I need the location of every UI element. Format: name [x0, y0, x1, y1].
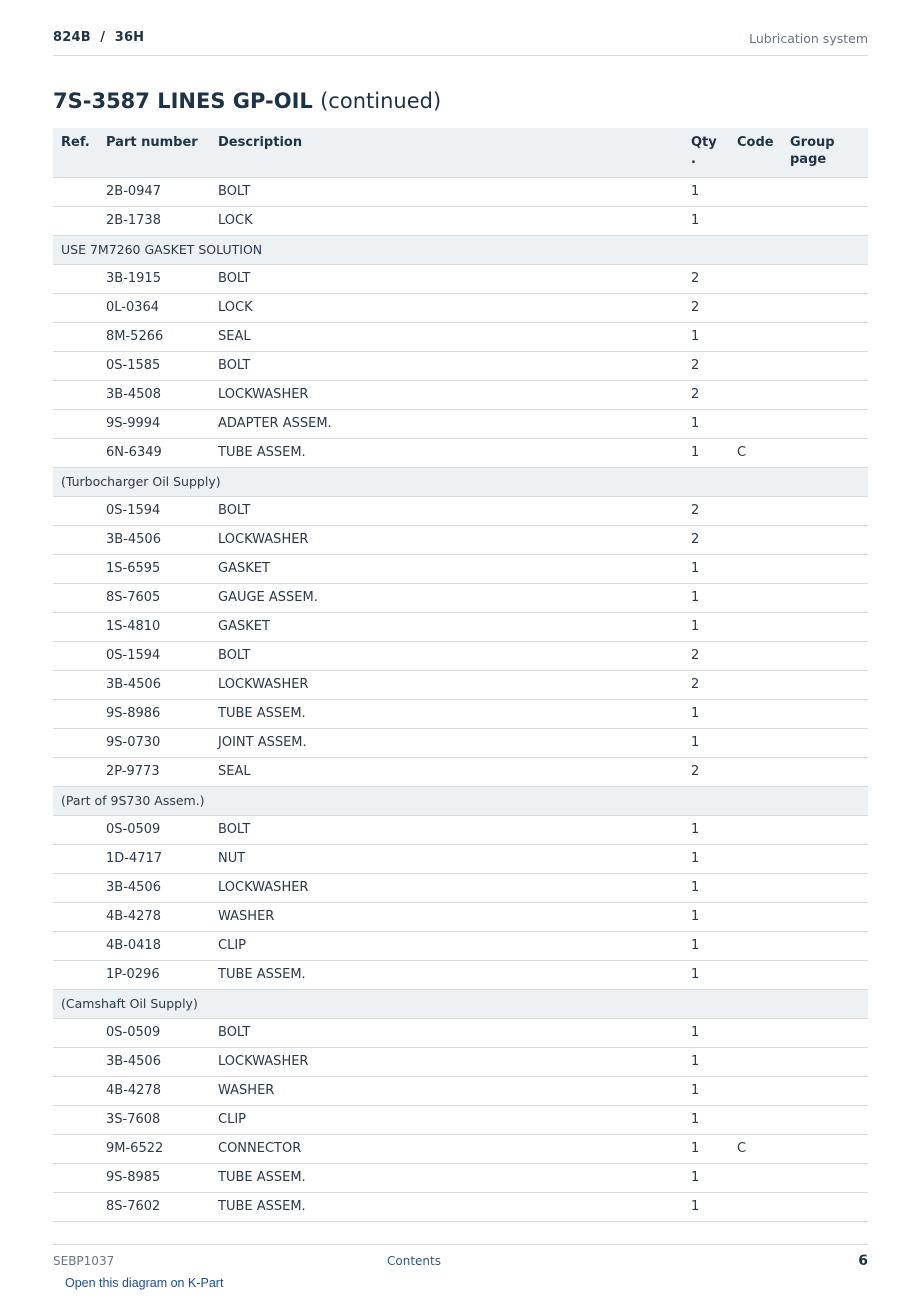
part-number-cell: 8S-7605 [106, 583, 218, 612]
part-number-cell: 4B-4278 [106, 902, 218, 931]
table-row [53, 496, 868, 525]
table-row [53, 902, 868, 931]
qty-cell: 2 [691, 670, 737, 699]
title-suffix: (continued) [320, 89, 442, 113]
qty-cell: 1 [691, 728, 737, 757]
ref-cell [53, 844, 106, 873]
table-row [53, 438, 868, 467]
ref-cell [53, 931, 106, 960]
code-cell: C [737, 438, 790, 467]
description-cell: CONNECTOR [218, 1134, 691, 1163]
group-page-cell [790, 1047, 868, 1076]
table-row [53, 960, 868, 989]
group-page-cell [790, 844, 868, 873]
group-page-cell [790, 1163, 868, 1192]
description-cell: LOCKWASHER [218, 873, 691, 902]
code-cell [737, 612, 790, 641]
part-number-cell: 3B-4506 [106, 1047, 218, 1076]
table-row [53, 699, 868, 728]
code-cell [737, 583, 790, 612]
ref-cell [53, 206, 106, 235]
qty-cell: 1 [691, 612, 737, 641]
description-cell: TUBE ASSEM. [218, 1163, 691, 1192]
part-number-cell: 1S-4810 [106, 612, 218, 641]
table-row [53, 1192, 868, 1221]
ref-cell [53, 554, 106, 583]
group-page-cell [790, 206, 868, 235]
group-page-cell [790, 177, 868, 206]
description-cell: CLIP [218, 1105, 691, 1134]
table-row [53, 380, 868, 409]
table-row [53, 206, 868, 235]
qty-cell: 1 [691, 177, 737, 206]
qty-cell: 1 [691, 873, 737, 902]
group-title: 7S-3587 LINES GP-OIL [53, 89, 313, 113]
table-row [53, 583, 868, 612]
ref-cell [53, 438, 106, 467]
table-row [53, 1018, 868, 1047]
code-cell [737, 380, 790, 409]
group-page-cell [790, 409, 868, 438]
column-header-qty: Qty . [691, 128, 737, 177]
ref-cell [53, 902, 106, 931]
note-text: USE 7M7260 GASKET SOLUTION [53, 235, 868, 264]
part-number-cell: 3B-4506 [106, 873, 218, 902]
description-cell: GASKET [218, 554, 691, 583]
qty-cell: 1 [691, 206, 737, 235]
page-footer [53, 1244, 868, 1274]
group-page-cell [790, 264, 868, 293]
table-row [53, 1076, 868, 1105]
table-note-row [53, 235, 868, 264]
qty-cell: 1 [691, 960, 737, 989]
kpart-diagram-link[interactable]: Open this diagram on K-Part [65, 1276, 224, 1290]
ref-cell [53, 1134, 106, 1163]
description-cell: BOLT [218, 1018, 691, 1047]
document-id: SEBP1037 [53, 1254, 115, 1268]
group-page-cell [790, 1105, 868, 1134]
parts-table-body [53, 177, 868, 1221]
group-page-cell [790, 960, 868, 989]
ref-cell [53, 177, 106, 206]
code-cell [737, 264, 790, 293]
group-page-cell [790, 525, 868, 554]
contents-link[interactable]: Contents [387, 1254, 441, 1268]
ref-cell [53, 1018, 106, 1047]
part-number-cell: 0L-0364 [106, 293, 218, 322]
description-cell: BOLT [218, 264, 691, 293]
group-page-cell [790, 815, 868, 844]
description-cell: NUT [218, 844, 691, 873]
ref-cell [53, 264, 106, 293]
table-note-row [53, 786, 868, 815]
ref-cell [53, 525, 106, 554]
qty-cell: 1 [691, 438, 737, 467]
part-number-cell: 9S-9994 [106, 409, 218, 438]
description-cell: BOLT [218, 815, 691, 844]
description-cell: BOLT [218, 496, 691, 525]
table-row [53, 264, 868, 293]
description-cell: JOINT ASSEM. [218, 728, 691, 757]
code-cell [737, 554, 790, 583]
qty-cell: 1 [691, 322, 737, 351]
code-cell [737, 960, 790, 989]
code-cell: C [737, 1134, 790, 1163]
table-row [53, 757, 868, 786]
table-row [53, 351, 868, 380]
ref-cell [53, 1105, 106, 1134]
part-number-cell: 9S-0730 [106, 728, 218, 757]
ref-cell [53, 873, 106, 902]
table-row [53, 873, 868, 902]
code-cell [737, 641, 790, 670]
page-number: 6 [858, 1253, 868, 1269]
qty-cell: 2 [691, 496, 737, 525]
description-cell: SEAL [218, 757, 691, 786]
part-number-cell: 1S-6595 [106, 554, 218, 583]
part-number-cell: 4B-4278 [106, 1076, 218, 1105]
group-page-cell [790, 496, 868, 525]
table-row [53, 525, 868, 554]
description-cell: TUBE ASSEM. [218, 699, 691, 728]
code-cell [737, 670, 790, 699]
code-cell [737, 1105, 790, 1134]
table-row [53, 641, 868, 670]
column-header-group-page: Group page [790, 128, 868, 177]
qty-cell: 1 [691, 1192, 737, 1221]
description-cell: TUBE ASSEM. [218, 1192, 691, 1221]
part-number-cell: 0S-1594 [106, 641, 218, 670]
description-cell: SEAL [218, 322, 691, 351]
table-row [53, 815, 868, 844]
column-header-code: Code [737, 128, 790, 177]
description-cell: TUBE ASSEM. [218, 438, 691, 467]
part-number-cell: 2B-0947 [106, 177, 218, 206]
part-number-cell: 0S-1585 [106, 351, 218, 380]
qty-cell: 1 [691, 844, 737, 873]
part-number-cell: 0S-0509 [106, 1018, 218, 1047]
code-cell [737, 728, 790, 757]
description-cell: GASKET [218, 612, 691, 641]
ref-cell [53, 728, 106, 757]
ref-cell [53, 1047, 106, 1076]
code-cell [737, 844, 790, 873]
part-number-cell: 9M-6522 [106, 1134, 218, 1163]
page-header [53, 28, 868, 56]
ref-cell [53, 699, 106, 728]
parts-table-header [53, 128, 868, 177]
part-number-cell: 0S-0509 [106, 815, 218, 844]
ref-cell [53, 960, 106, 989]
ref-cell [53, 670, 106, 699]
qty-cell: 1 [691, 1163, 737, 1192]
column-header-ref: Ref. [53, 128, 106, 177]
code-cell [737, 757, 790, 786]
ref-cell [53, 351, 106, 380]
parts-table [53, 128, 868, 1222]
qty-cell: 1 [691, 409, 737, 438]
group-page-cell [790, 351, 868, 380]
group-page-cell [790, 583, 868, 612]
part-number-cell: 2B-1738 [106, 206, 218, 235]
group-page-cell [790, 902, 868, 931]
qty-cell: 1 [691, 1018, 737, 1047]
group-page-cell [790, 641, 868, 670]
code-cell [737, 322, 790, 351]
description-cell: GAUGE ASSEM. [218, 583, 691, 612]
description-cell: ADAPTER ASSEM. [218, 409, 691, 438]
qty-cell: 2 [691, 293, 737, 322]
description-cell: WASHER [218, 1076, 691, 1105]
table-row [53, 1047, 868, 1076]
group-page-cell [790, 1076, 868, 1105]
ref-cell [53, 496, 106, 525]
qty-cell: 1 [691, 699, 737, 728]
part-number-cell: 9S-8985 [106, 1163, 218, 1192]
note-text: (Turbocharger Oil Supply) [53, 467, 868, 496]
ref-cell [53, 380, 106, 409]
part-number-cell: 3B-4506 [106, 670, 218, 699]
qty-cell: 2 [691, 264, 737, 293]
note-text: (Part of 9S730 Assem.) [53, 786, 868, 815]
description-cell: BOLT [218, 177, 691, 206]
qty-cell: 2 [691, 380, 737, 409]
code-cell [737, 1018, 790, 1047]
ref-cell [53, 641, 106, 670]
group-page-cell [790, 1018, 868, 1047]
code-cell [737, 931, 790, 960]
qty-cell: 2 [691, 525, 737, 554]
column-header-description: Description [218, 128, 691, 177]
description-cell: BOLT [218, 351, 691, 380]
group-page-cell [790, 322, 868, 351]
description-cell: LOCKWASHER [218, 525, 691, 554]
qty-cell: 1 [691, 902, 737, 931]
code-cell [737, 699, 790, 728]
part-number-cell: 2P-9773 [106, 757, 218, 786]
group-page-cell [790, 670, 868, 699]
part-number-cell: 8S-7602 [106, 1192, 218, 1221]
description-cell: LOCK [218, 206, 691, 235]
code-cell [737, 351, 790, 380]
description-cell: TUBE ASSEM. [218, 960, 691, 989]
group-page-cell [790, 728, 868, 757]
qty-cell: 1 [691, 1134, 737, 1163]
group-page-cell [790, 293, 868, 322]
page-title [53, 89, 441, 113]
ref-cell [53, 1163, 106, 1192]
table-row [53, 1163, 868, 1192]
group-page-cell [790, 1192, 868, 1221]
section-label: Lubrication system [749, 31, 868, 46]
group-page-cell [790, 757, 868, 786]
code-cell [737, 1192, 790, 1221]
description-cell: LOCKWASHER [218, 380, 691, 409]
table-row [53, 844, 868, 873]
table-row [53, 728, 868, 757]
group-page-cell [790, 699, 868, 728]
table-row [53, 1105, 868, 1134]
table-row [53, 409, 868, 438]
part-number-cell: 1P-0296 [106, 960, 218, 989]
description-cell: WASHER [218, 902, 691, 931]
part-number-cell: 8M-5266 [106, 322, 218, 351]
part-number-cell: 3B-4508 [106, 380, 218, 409]
qty-cell: 2 [691, 641, 737, 670]
description-cell: LOCKWASHER [218, 670, 691, 699]
table-row [53, 554, 868, 583]
group-page-cell [790, 380, 868, 409]
qty-cell: 1 [691, 1105, 737, 1134]
ref-cell [53, 322, 106, 351]
code-cell [737, 293, 790, 322]
description-cell: LOCK [218, 293, 691, 322]
description-cell: BOLT [218, 641, 691, 670]
qty-cell: 1 [691, 554, 737, 583]
part-number-cell: 3B-4506 [106, 525, 218, 554]
code-cell [737, 1047, 790, 1076]
part-number-cell: 9S-8986 [106, 699, 218, 728]
table-row [53, 177, 868, 206]
qty-cell: 2 [691, 351, 737, 380]
description-cell: CLIP [218, 931, 691, 960]
table-row [53, 293, 868, 322]
column-header-part-number: Part number [106, 128, 218, 177]
ref-cell [53, 583, 106, 612]
table-row [53, 322, 868, 351]
qty-cell: 1 [691, 1076, 737, 1105]
group-page-cell [790, 1134, 868, 1163]
ref-cell [53, 1192, 106, 1221]
part-number-cell: 4B-0418 [106, 931, 218, 960]
ref-cell [53, 409, 106, 438]
table-note-row [53, 467, 868, 496]
part-number-cell: 6N-6349 [106, 438, 218, 467]
code-cell [737, 177, 790, 206]
qty-cell: 1 [691, 815, 737, 844]
table-row [53, 612, 868, 641]
group-page-cell [790, 554, 868, 583]
table-note-row [53, 989, 868, 1018]
qty-cell: 2 [691, 757, 737, 786]
table-row [53, 1134, 868, 1163]
ref-cell [53, 293, 106, 322]
code-cell [737, 1163, 790, 1192]
qty-cell: 1 [691, 583, 737, 612]
group-page-cell [790, 612, 868, 641]
ref-cell [53, 815, 106, 844]
group-page-cell [790, 931, 868, 960]
group-page-cell [790, 438, 868, 467]
table-row [53, 670, 868, 699]
qty-cell: 1 [691, 1047, 737, 1076]
part-number-cell: 1D-4717 [106, 844, 218, 873]
note-text: (Camshaft Oil Supply) [53, 989, 868, 1018]
ref-cell [53, 612, 106, 641]
part-number-cell: 0S-1594 [106, 496, 218, 525]
group-page-cell [790, 873, 868, 902]
code-cell [737, 206, 790, 235]
description-cell: LOCKWASHER [218, 1047, 691, 1076]
code-cell [737, 525, 790, 554]
code-cell [737, 902, 790, 931]
ref-cell [53, 757, 106, 786]
model-label: 824B / 36H [53, 30, 145, 45]
code-cell [737, 873, 790, 902]
qty-cell: 1 [691, 931, 737, 960]
part-number-cell: 3S-7608 [106, 1105, 218, 1134]
ref-cell [53, 1076, 106, 1105]
part-number-cell: 3B-1915 [106, 264, 218, 293]
table-row [53, 931, 868, 960]
code-cell [737, 815, 790, 844]
code-cell [737, 409, 790, 438]
code-cell [737, 496, 790, 525]
code-cell [737, 1076, 790, 1105]
